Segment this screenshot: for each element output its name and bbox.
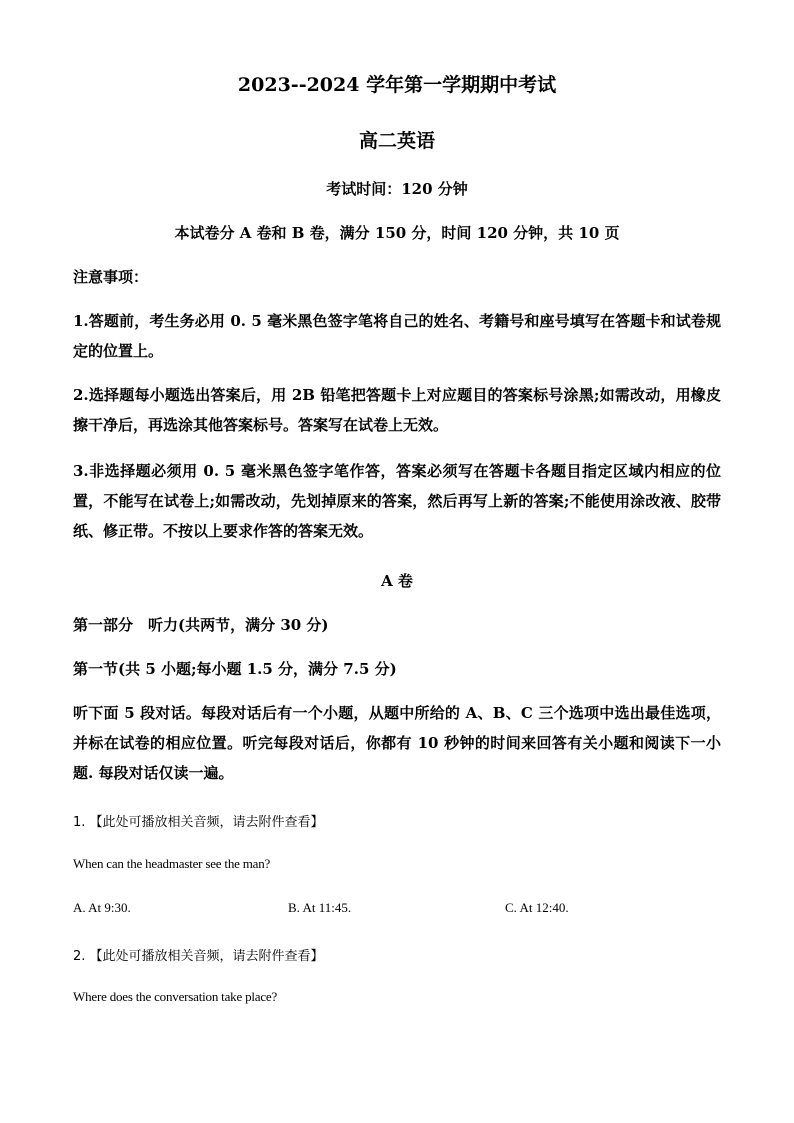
notice-item-1: 1.答题前，考生务必用 0. 5 毫米黑色签字笔将自己的姓名、考籍号和座号填写在答题卡和试卷规定的位置上。 xyxy=(73,312,721,360)
question-2-audio-note: 2. 【此处可播放相关音频，请去附件查看】 xyxy=(73,949,324,964)
section-one-heading: 第一节(共 5 小题;每小题 1.5 分，满分 7.5 分) xyxy=(73,660,397,678)
exam-title: 2023--2024 学年第一学期期中考试 xyxy=(237,74,557,96)
volume-a-label: A 卷 xyxy=(381,572,413,590)
question-1-option-b: B. At 11:45. xyxy=(288,900,352,915)
exam-time: 考试时间：120 分钟 xyxy=(326,180,468,198)
notice-item-3: 3.非选择题必须用 0. 5 毫米黑色签字笔作答，答案必须写在答题卡各题目指定区域内相应的位置，不能写在试卷上;如需改动，先划掉原来的答案，然后再写上新的答案;不能使用涂改液、胶带纸、修正带。不按以上要求作答的答案无效。 xyxy=(73,462,721,540)
subject-title: 高二英语 xyxy=(358,130,435,152)
part-one-heading: 第一部分 听力(共两节，满分 30 分) xyxy=(73,616,329,634)
question-1-audio-note: 1. 【此处可播放相关音频，请去附件查看】 xyxy=(73,815,324,830)
question-2-text: Where does the conversation take place? xyxy=(73,989,278,1004)
question-1-option-c: C. At 12:40. xyxy=(505,900,569,915)
question-1-option-a: A. At 9:30. xyxy=(73,900,131,915)
notice-heading: 注意事项： xyxy=(73,268,149,286)
paper-summary: 本试卷分 A 卷和 B 卷，满分 150 分，时间 120 分钟，共 10 页 xyxy=(174,224,620,242)
question-1-text: When can the headmaster see the man? xyxy=(73,856,271,871)
notice-item-2: 2.选择题每小题选出答案后，用 2B 铅笔把答题卡上对应题目的答案标号涂黑;如需改动，用橡皮擦干净后，再选涂其他答案标号。答案写在试卷上无效。 xyxy=(73,386,721,434)
listening-instructions: 听下面 5 段对话。每段对话后有一个小题，从题中所给的 A、B、C 三个选项中选出最佳选项，并标在试卷的相应位置。听完每段对话后，你都有 10 秒钟的时间来回答有关小题和阅读下一小题. 每段对话仅读一遍。 xyxy=(73,704,721,782)
